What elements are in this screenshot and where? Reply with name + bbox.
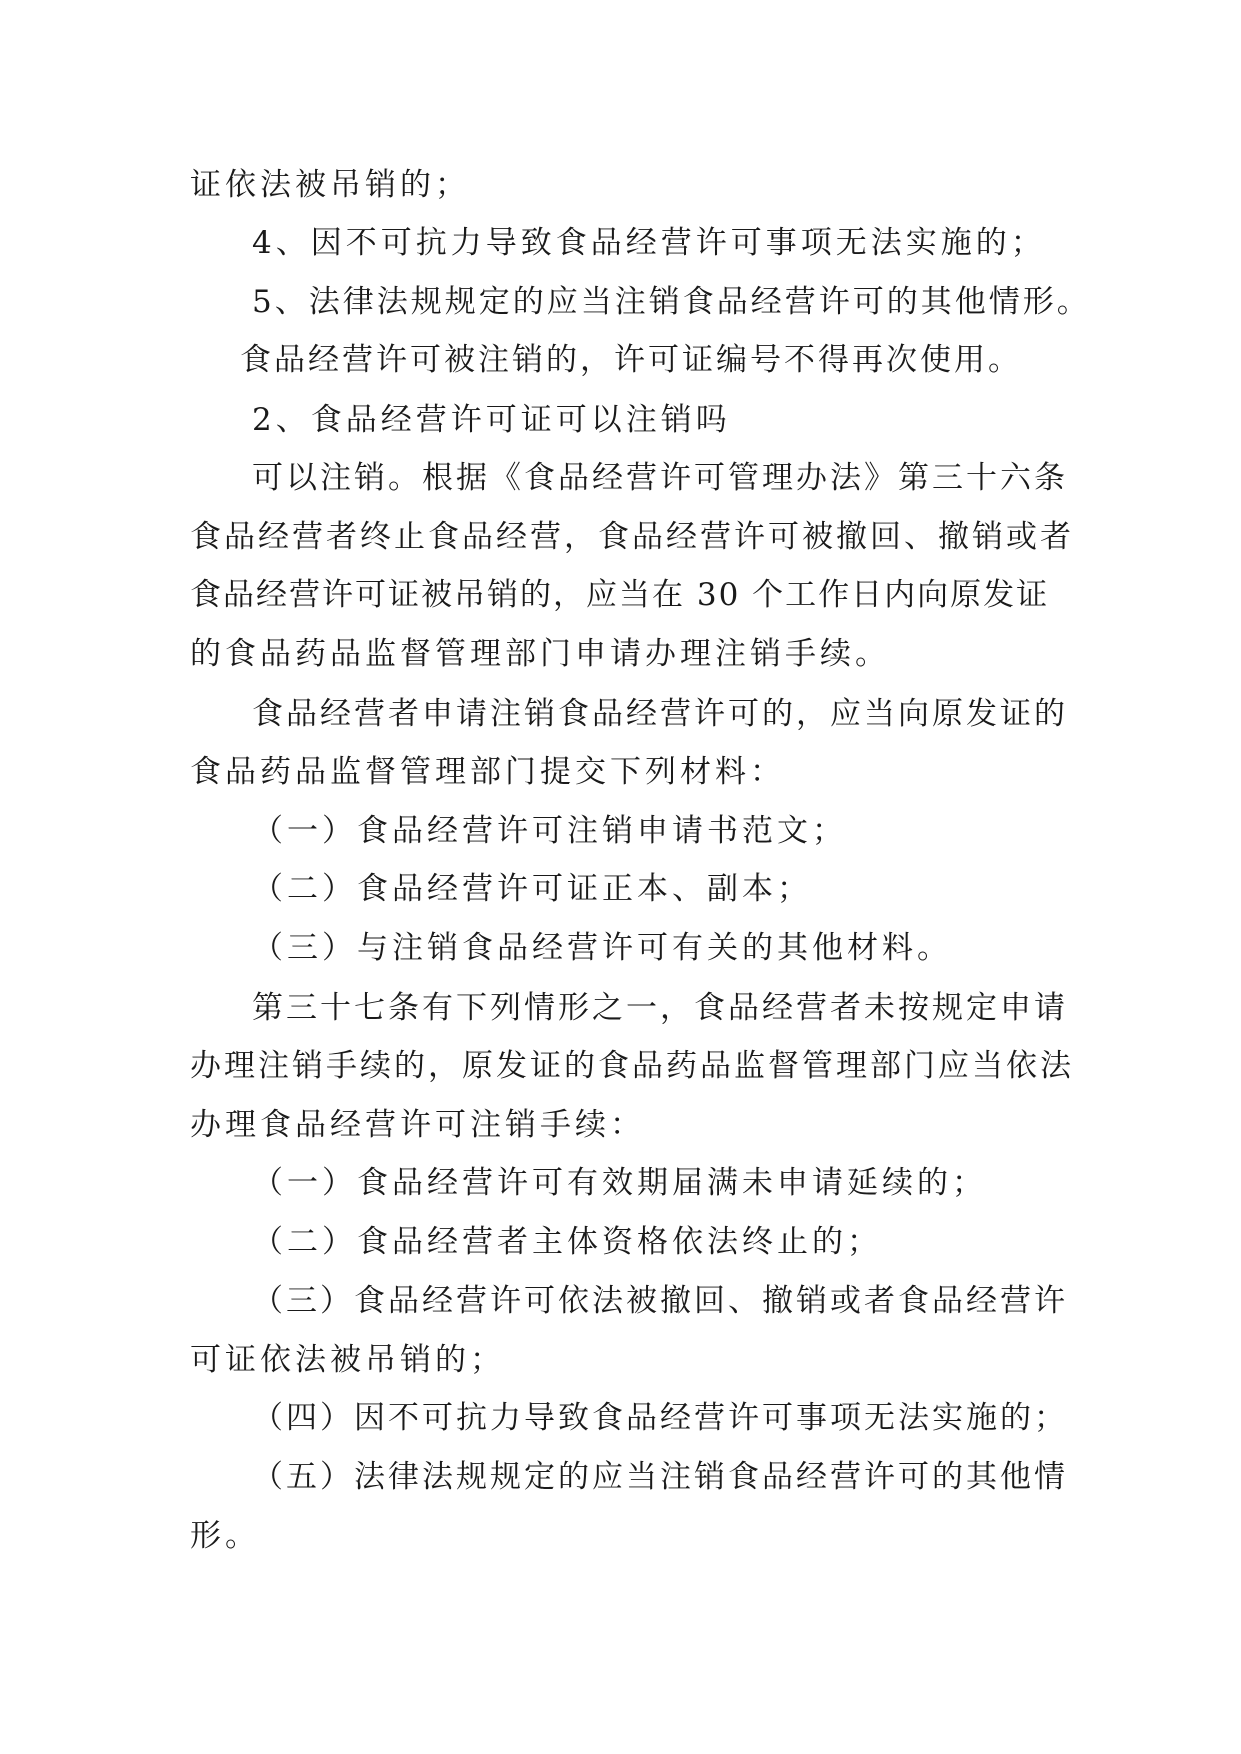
text-line: 可以注销。根据《食品经营许可管理办法》第三十六条 (252, 460, 1068, 496)
text-line: 食品经营者终止食品经营，食品经营许可被撤回、撤销或者 (190, 519, 1074, 555)
text-line: 食品经营者申请注销食品经营许可的，应当向原发证的 (252, 696, 1068, 732)
text-line: 4、因不可抗力导致食品经营许可事项无法实施的； (252, 225, 1046, 261)
text-line: （一）食品经营许可有效期届满未申请延续的； (252, 1165, 987, 1201)
text-line: 5、法律法规规定的应当注销食品经营许可的其他情形。 (252, 284, 1091, 320)
text-line: 第三十七条有下列情形之一，食品经营者未按规定申请 (252, 990, 1068, 1026)
text-line: （二）食品经营者主体资格依法终止的； (252, 1224, 882, 1260)
text-line: （三）与注销食品经营许可有关的其他材料。 (252, 930, 952, 966)
text-line: 证依法被吊销的； (190, 167, 470, 203)
text-line: 形。 (190, 1518, 260, 1554)
text-line: 办理食品经营许可注销手续： (190, 1107, 645, 1143)
text-line: （三）食品经营许可依法被撤回、撤销或者食品经营许 (252, 1283, 1068, 1319)
text-line: 办理注销手续的，原发证的食品药品监督管理部门应当依法 (190, 1048, 1074, 1084)
text-line: 的食品药品监督管理部门申请办理注销手续。 (190, 636, 890, 672)
text-line: 食品药品监督管理部门提交下列材料： (190, 754, 785, 790)
text-line: 可证依法被吊销的； (190, 1342, 505, 1378)
text-line: 食品经营许可证被吊销的，应当在 30 个工作日内向原发证 (190, 577, 1050, 613)
text-line: （五）法律法规规定的应当注销食品经营许可的其他情 (252, 1459, 1068, 1495)
text-line: （一）食品经营许可注销申请书范文； (252, 813, 847, 849)
text-line: 食品经营许可被注销的，许可证编号不得再次使用。 (240, 342, 1022, 378)
text-line: （四）因不可抗力导致食品经营许可事项无法实施的； (252, 1400, 1068, 1436)
text-line: （二）食品经营许可证正本、副本； (252, 871, 812, 907)
text-line: 2、食品经营许可证可以注销吗 (252, 402, 731, 438)
